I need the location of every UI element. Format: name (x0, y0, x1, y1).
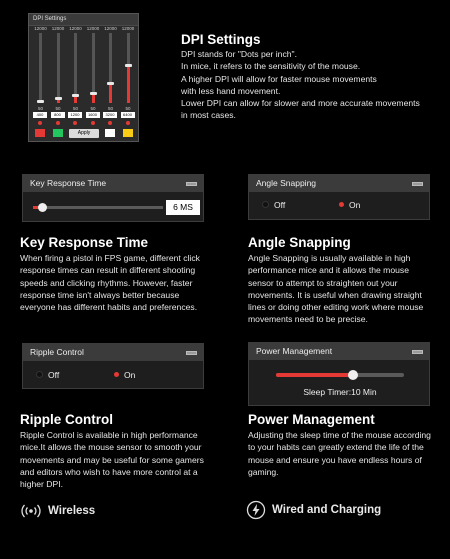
dpi-info-title: DPI Settings (181, 32, 261, 47)
dpi-max-label: 12000 (69, 26, 82, 31)
dpi-slider-fill (92, 94, 95, 103)
dpi-info-line: with less hand movement. (181, 85, 281, 96)
dpi-stage-indicator-icon[interactable] (126, 121, 130, 125)
sleep-timer-slider-knob[interactable] (348, 370, 358, 380)
dpi-min-label: 50 (107, 106, 113, 111)
key-response-panel-title: Key Response Time (30, 178, 107, 188)
key-response-panel (22, 174, 204, 222)
dpi-window-title: DPI Settings (29, 14, 138, 26)
key-response-slider-track[interactable] (33, 206, 163, 209)
minimize-icon[interactable] (186, 351, 197, 355)
apply-button[interactable]: Apply (69, 129, 99, 138)
minimize-icon[interactable] (412, 182, 423, 186)
key-response-value[interactable]: 6 MS (166, 200, 200, 215)
dpi-slider-knob[interactable] (72, 94, 79, 97)
dpi-stage-column (50, 26, 67, 117)
wired-charging-label: Wired and Charging (272, 504, 382, 516)
wireless-label: Wireless (48, 505, 96, 517)
minimize-icon[interactable] (412, 350, 423, 354)
dpi-value-field[interactable]: 1200 (68, 112, 82, 118)
dpi-color-swatch[interactable] (53, 129, 63, 137)
dpi-info-line: in most cases. (181, 110, 236, 121)
dpi-slider-knob[interactable] (37, 100, 44, 103)
ripple-control-panel-header (23, 344, 203, 361)
dpi-stage-column (67, 26, 84, 117)
angle-snapping-off-option[interactable] (262, 200, 285, 210)
ripple-control-panel-title: Ripple Control (30, 347, 84, 357)
angle-snapping-text (248, 252, 448, 326)
angle-snapping-line: lines or doing other editing work where mouse (248, 302, 424, 313)
ripple-control-on-label: On (124, 370, 136, 380)
dpi-slider-track[interactable] (39, 33, 42, 103)
dpi-slider-knob[interactable] (90, 92, 97, 95)
lightning-icon (246, 500, 266, 520)
dpi-color-swatch[interactable] (105, 129, 115, 137)
power-management-line: Adjusting the sleep time of the mouse according (248, 430, 431, 440)
dpi-min-label: 50 (72, 106, 78, 111)
dpi-value-field[interactable]: 6400 (121, 112, 135, 118)
dpi-slider-track[interactable] (92, 33, 95, 103)
ripple-control-line: movements and may be useful for some gamers (20, 454, 204, 465)
wireless-icon (20, 503, 42, 519)
dpi-max-label: 12000 (34, 26, 47, 31)
radio-on-icon (114, 372, 119, 377)
dpi-value-field[interactable]: 800 (51, 112, 65, 118)
dpi-value-field[interactable]: 400 (33, 112, 47, 118)
dpi-stage-indicator-icon[interactable] (108, 121, 112, 125)
angle-snapping-line: Angle Snapping is usually available in high (248, 253, 411, 263)
power-management-line: mouse and ensure you have endless hours of (248, 454, 422, 465)
dpi-min-label: 50 (125, 106, 131, 111)
key-response-panel-header (23, 175, 203, 192)
dpi-info-text (181, 48, 446, 122)
power-management-panel (248, 342, 430, 406)
ripple-control-off-label: Off (48, 370, 60, 380)
dpi-settings-window (28, 13, 139, 142)
sleep-timer-label: Sleep Timer:10 Min (303, 387, 377, 397)
dpi-max-label: 12000 (51, 26, 65, 31)
dpi-slider-fill (74, 96, 77, 103)
dpi-stage-indicator-icon[interactable] (73, 121, 77, 125)
radio-off-icon (36, 371, 43, 378)
dpi-value-field[interactable]: 3200 (103, 112, 117, 118)
angle-snapping-on-label: On (349, 200, 361, 210)
dpi-stage-indicator-icon[interactable] (56, 121, 60, 125)
key-response-line: response time isn't always better because (20, 289, 180, 300)
dpi-max-label: 12000 (121, 26, 135, 31)
power-management-line: gaming. (248, 466, 279, 477)
dpi-info-line: A higher DPI will allow for faster mouse movements (181, 73, 377, 84)
angle-snapping-off-label: Off (274, 200, 286, 210)
dpi-slider-fill (127, 66, 130, 103)
key-response-text (20, 252, 235, 313)
radio-on-icon (339, 202, 344, 207)
ripple-control-line: Ripple Control is available in high performance (20, 430, 198, 440)
angle-snapping-panel-title: Angle Snapping (256, 178, 317, 188)
dpi-slider-knob[interactable] (107, 82, 114, 85)
angle-snapping-panel (248, 174, 430, 220)
dpi-slider-track[interactable] (74, 33, 77, 103)
angle-snapping-heading: Angle Snapping (248, 235, 351, 250)
angle-snapping-on-option[interactable] (339, 200, 360, 210)
dpi-stage-column (102, 26, 119, 117)
key-response-slider-knob[interactable] (38, 203, 47, 212)
angle-snapping-line: sensor to attempt to straighten out your (248, 277, 398, 288)
radio-off-icon (262, 201, 269, 208)
key-response-line: response times can result in different shooting (20, 265, 196, 276)
ripple-control-line: and editors who wish to have more control at a (20, 466, 198, 477)
angle-snapping-panel-header (249, 175, 429, 192)
key-response-line: everyone has different habits and preferences. (20, 302, 198, 313)
dpi-slider-track[interactable] (57, 33, 60, 103)
dpi-slider-track[interactable] (109, 33, 112, 103)
ripple-control-panel (22, 343, 204, 389)
dpi-stage-indicator-icon[interactable] (38, 121, 42, 125)
dpi-stage-column (120, 26, 137, 117)
ripple-control-line: mice.It allows the mouse sensor to smooth your (20, 442, 202, 453)
dpi-max-label: 12000 (86, 26, 100, 31)
sleep-timer-slider-track[interactable] (276, 373, 404, 377)
ripple-control-text (20, 429, 235, 490)
dpi-min-label: 50 (90, 106, 96, 111)
angle-snapping-line: movements need to be precise. (248, 314, 368, 325)
dpi-color-swatch[interactable] (35, 129, 45, 137)
power-management-panel-title: Power Management (256, 346, 333, 356)
dpi-slider-track[interactable] (127, 33, 130, 103)
sleep-timer-slider-fill (276, 373, 353, 377)
dpi-stage-indicator-icon[interactable] (91, 121, 95, 125)
power-management-panel-header (249, 343, 429, 360)
power-management-line: to your habits can greatly extend the life of the (248, 442, 424, 453)
dpi-value-field[interactable]: 1600 (86, 112, 100, 118)
dpi-info-line: DPI stands for "Dots per inch". (181, 49, 297, 59)
power-management-heading: Power Management (248, 412, 375, 427)
dpi-slider-knob[interactable] (125, 64, 132, 67)
ripple-control-on-option[interactable] (114, 370, 135, 380)
dpi-color-swatch[interactable] (123, 129, 133, 137)
dpi-slider-knob[interactable] (55, 97, 62, 100)
minimize-icon[interactable] (186, 182, 197, 186)
ripple-control-off-option[interactable] (36, 370, 59, 380)
dpi-min-label: 50 (55, 106, 61, 111)
dpi-max-label: 12000 (104, 26, 117, 31)
ripple-control-heading: Ripple Control (20, 412, 113, 427)
ripple-control-line: higher DPI. (20, 479, 63, 490)
angle-snapping-line: movements. It is useful when drawing straight (248, 289, 422, 300)
dpi-stage-column (85, 26, 102, 117)
angle-snapping-line: performance mice and it allows the mouse (248, 265, 409, 276)
dpi-min-label: 50 (37, 106, 43, 111)
dpi-slider-fill (109, 84, 112, 103)
key-response-heading: Key Response Time (20, 235, 149, 250)
power-management-text (248, 429, 448, 478)
dpi-info-line: Lower DPI can allow for slower and more accurate movements (181, 98, 420, 109)
dpi-stage-column (32, 26, 49, 117)
dpi-info-line: In mice, it refers to the sensitivity of the mouse. (181, 61, 361, 72)
key-response-line: speeds and clicking rhythms. However, faster (20, 277, 193, 288)
key-response-line: When firing a pistol in FPS game, different click (20, 253, 200, 263)
